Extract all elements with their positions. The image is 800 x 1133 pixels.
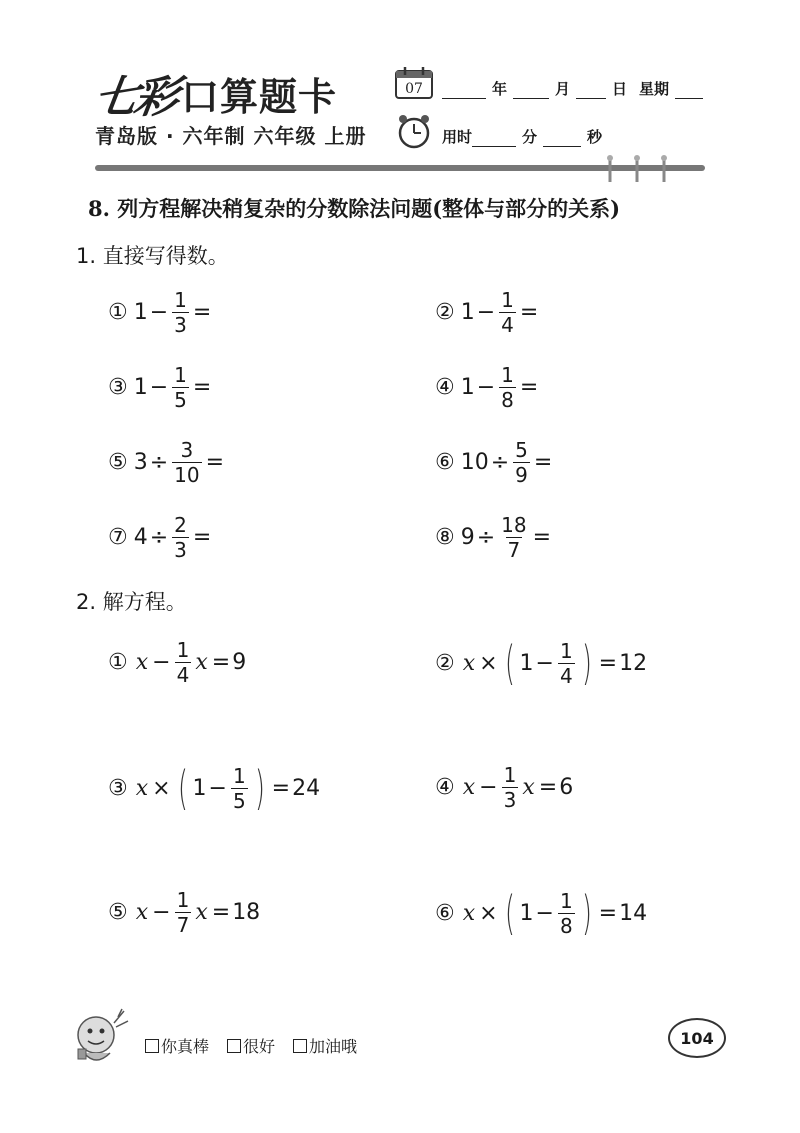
variable-x: x	[135, 775, 149, 801]
day-blank[interactable]	[576, 80, 606, 99]
brand-logo	[90, 68, 338, 123]
equals-sign: =	[538, 775, 558, 800]
q2-equation-6	[435, 886, 648, 940]
right-hand-side: 14	[619, 900, 648, 926]
fraction	[231, 763, 248, 813]
minus-sign: −	[479, 775, 498, 800]
equals-sign: =	[192, 525, 212, 550]
item-number: ④	[435, 375, 455, 400]
page-number: 104	[668, 1018, 726, 1058]
q1-item-6	[435, 440, 554, 485]
rating-great-label: 你真棒	[161, 1037, 210, 1056]
denominator: 3	[503, 788, 517, 812]
brand-qi-text: 七彩	[90, 72, 178, 123]
alarm-clock-icon	[395, 112, 433, 150]
right-hand-side: 6	[559, 775, 574, 800]
numerator: 1	[559, 888, 573, 913]
item-number: ③	[108, 375, 128, 400]
item-number: ④	[435, 775, 455, 800]
fraction	[172, 290, 189, 335]
operator: −	[476, 375, 496, 400]
left-paren: (	[504, 636, 515, 690]
right-paren: )	[581, 886, 592, 940]
fraction	[172, 440, 201, 485]
denominator: 9	[515, 463, 528, 487]
equals-sign: =	[519, 300, 539, 325]
fraction	[558, 638, 575, 688]
q2-equation-2	[435, 636, 648, 690]
minus-sign: −	[152, 900, 171, 925]
fraction	[499, 515, 528, 560]
week-label: 星期	[639, 80, 670, 98]
item-number: ②	[435, 650, 455, 676]
question2-title: 2. 解方程。	[76, 590, 187, 614]
right-hand-side: 18	[232, 900, 261, 925]
variable-x: x	[135, 650, 149, 675]
numerator: 1	[174, 288, 187, 312]
times-sign: ×	[152, 775, 171, 801]
day-label: 日	[612, 80, 628, 98]
operator: ÷	[149, 525, 169, 550]
fraction	[513, 440, 530, 485]
denominator: 8	[559, 913, 573, 938]
q1-item-4	[435, 365, 540, 410]
variable-x: x	[195, 650, 208, 675]
operand: 1	[133, 300, 148, 325]
q2-equation-3	[108, 761, 321, 815]
equals-sign: =	[211, 900, 231, 925]
item-number: ⑥	[435, 900, 455, 926]
q1-item-8	[435, 515, 553, 560]
operator: −	[149, 300, 169, 325]
denominator: 3	[174, 538, 187, 562]
denominator: 3	[174, 313, 187, 337]
fraction	[172, 365, 189, 410]
q1-item-7	[108, 515, 213, 560]
denominator: 4	[176, 663, 190, 687]
rating-option-good[interactable]	[227, 1034, 275, 1057]
week-blank[interactable]	[675, 80, 703, 99]
minus-sign: −	[535, 650, 554, 676]
right-hand-side: 24	[292, 775, 321, 801]
item-number: ⑤	[108, 900, 128, 925]
numerator: 5	[515, 438, 528, 462]
fraction	[558, 888, 575, 938]
edition-label: 青岛版 · 六年制 六年级 上册	[95, 124, 367, 148]
variable-x: x	[462, 650, 476, 676]
denominator: 7	[176, 913, 190, 937]
question1-title: 1. 直接写得数。	[76, 244, 229, 268]
fraction	[499, 365, 516, 410]
operand: 1	[460, 375, 475, 400]
item-number: ⑤	[108, 450, 128, 475]
self-rating	[145, 1034, 375, 1057]
month-blank[interactable]	[513, 80, 549, 99]
operand: 1	[519, 900, 534, 926]
checkbox-icon[interactable]	[227, 1039, 241, 1053]
numerator: 1	[232, 763, 246, 788]
numerator: 1	[501, 288, 514, 312]
fraction	[175, 640, 192, 685]
month-label: 月	[555, 80, 571, 98]
operator: −	[476, 300, 496, 325]
operand: 3	[133, 450, 148, 475]
operator: ÷	[149, 450, 169, 475]
item-number: ⑥	[435, 450, 455, 475]
left-paren: (	[177, 761, 188, 815]
denominator: 5	[232, 788, 246, 813]
numerator: 3	[180, 438, 194, 462]
numerator: 1	[176, 888, 190, 912]
numerator: 2	[174, 513, 187, 537]
rating-good-label: 很好	[243, 1037, 276, 1056]
right-hand-side: 9	[232, 650, 247, 675]
variable-x: x	[135, 900, 149, 925]
minus-sign: −	[208, 775, 227, 801]
times-sign: ×	[479, 650, 498, 676]
times-sign: ×	[479, 900, 498, 926]
operand: 1	[133, 375, 148, 400]
operator: ÷	[490, 450, 510, 475]
q2-equation-1	[108, 640, 246, 685]
right-paren: )	[581, 636, 592, 690]
variable-x: x	[195, 900, 208, 925]
operand: 1	[460, 300, 475, 325]
equals-sign: =	[271, 775, 291, 801]
section-title: 8. 列方程解决稍复杂的分数除法问题(整体与部分的关系)	[88, 196, 621, 221]
q1-item-1	[108, 290, 213, 335]
numerator: 1	[174, 363, 187, 387]
rating-keep-going-label: 加油哦	[309, 1037, 358, 1056]
numerator: 1	[503, 763, 517, 787]
second-label: 秒	[587, 128, 603, 146]
denominator: 8	[501, 388, 514, 412]
equals-sign: =	[598, 900, 618, 926]
second-blank[interactable]	[543, 128, 581, 147]
time-label: 用时	[442, 128, 473, 146]
right-hand-side: 12	[619, 650, 648, 676]
time-fill-line	[442, 126, 608, 147]
q2-equation-4	[435, 765, 573, 810]
calendar-icon	[394, 66, 434, 100]
q1-item-5	[108, 440, 226, 485]
operator: ÷	[476, 525, 496, 550]
variable-x: x	[462, 775, 476, 800]
right-paren: )	[254, 761, 265, 815]
rating-option-keep-going[interactable]	[293, 1034, 357, 1057]
brand-title-text: 口算题卡	[181, 74, 338, 119]
equals-sign: =	[205, 450, 225, 475]
year-blank[interactable]	[442, 80, 486, 99]
denominator: 4	[559, 663, 573, 688]
variable-x: x	[522, 775, 535, 800]
equals-sign: =	[192, 300, 212, 325]
item-number: ⑦	[108, 525, 128, 550]
checkbox-icon[interactable]	[293, 1039, 307, 1053]
equals-sign: =	[519, 375, 539, 400]
denominator: 4	[501, 313, 514, 337]
numerator: 18	[501, 513, 527, 537]
numerator: 1	[176, 638, 190, 662]
item-number: ③	[108, 775, 128, 801]
equals-sign: =	[192, 375, 212, 400]
fraction	[175, 890, 192, 935]
operand: 9	[460, 525, 475, 550]
numerator: 1	[501, 363, 514, 387]
calendar-day-text: 07	[405, 81, 423, 97]
fraction	[499, 290, 516, 335]
operator: −	[149, 375, 169, 400]
operand: 1	[519, 650, 534, 676]
q1-item-3	[108, 365, 213, 410]
item-number: ⑧	[435, 525, 455, 550]
variable-x: x	[462, 900, 476, 926]
rating-option-great[interactable]	[145, 1034, 209, 1057]
equals-sign: =	[211, 650, 231, 675]
denominator: 7	[507, 538, 521, 562]
binder-rings-icon	[602, 154, 672, 186]
equals-sign: =	[598, 650, 618, 676]
denominator: 5	[174, 388, 187, 412]
left-paren: (	[504, 886, 515, 940]
fraction	[172, 515, 189, 560]
fraction	[502, 765, 519, 810]
year-label: 年	[492, 80, 508, 98]
checkbox-icon[interactable]	[145, 1039, 159, 1053]
minus-sign: −	[535, 900, 554, 926]
minus-sign: −	[152, 650, 171, 675]
item-number: ②	[435, 300, 455, 325]
item-number: ①	[108, 650, 128, 675]
minute-label: 分	[522, 128, 538, 146]
numerator: 1	[559, 638, 573, 663]
denominator: 10	[174, 463, 200, 487]
equals-sign: =	[533, 450, 553, 475]
minute-blank[interactable]	[472, 128, 516, 147]
mascot-cartoon-icon	[70, 1005, 134, 1069]
operand: 4	[133, 525, 148, 550]
q1-item-2	[435, 290, 540, 335]
operand: 10	[460, 450, 489, 475]
equals-sign: =	[532, 525, 552, 550]
q2-equation-5	[108, 890, 260, 935]
operand: 1	[192, 775, 207, 801]
date-fill-line	[442, 78, 703, 99]
item-number: ①	[108, 300, 128, 325]
